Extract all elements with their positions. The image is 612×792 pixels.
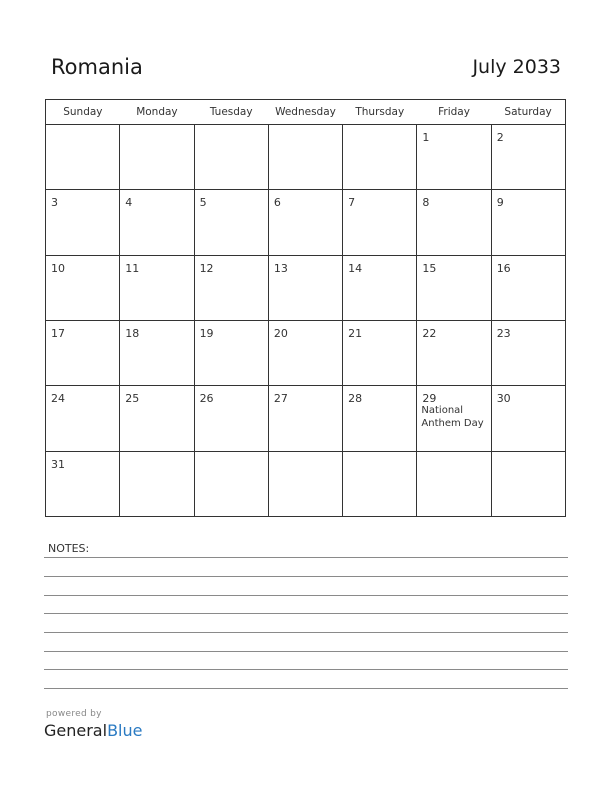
day-cell[interactable] [194, 125, 268, 190]
notes-line [44, 595, 568, 596]
day-number: 6 [273, 196, 281, 210]
week-row [46, 320, 566, 385]
day-number: 18 [125, 326, 140, 340]
weekday-header: Sunday [46, 100, 120, 125]
week-row [46, 386, 566, 451]
day-number: 31 [51, 457, 65, 471]
day-number: 2 [496, 131, 504, 144]
day-cell[interactable] [268, 255, 342, 320]
week-row [46, 190, 566, 255]
day-number: 27 [273, 392, 288, 406]
day-cell[interactable] [194, 451, 268, 516]
day-number: 21 [348, 326, 363, 340]
day-cell[interactable] [194, 190, 268, 255]
week-row [46, 451, 566, 516]
day-number: 13 [273, 261, 288, 275]
weekday-header: Saturday [491, 100, 565, 125]
day-number: 28 [348, 392, 363, 406]
day-cell[interactable] [46, 451, 120, 516]
day-cell[interactable] [268, 320, 342, 385]
day-cell[interactable] [268, 125, 342, 190]
weekday-header: Tuesday [194, 100, 268, 125]
day-number: 3 [51, 196, 58, 210]
day-number: 10 [51, 261, 65, 275]
holiday-event-line: National [421, 405, 464, 417]
powered-by-text: powered by [46, 709, 102, 719]
day-cell[interactable] [491, 320, 565, 385]
day-number: 9 [496, 196, 504, 210]
month-year-title: July 2033 [472, 56, 561, 78]
day-number: 11 [125, 261, 140, 275]
holiday-event-line: Anthem Day [421, 418, 484, 430]
day-cell[interactable] [120, 451, 194, 516]
day-number: 16 [496, 261, 511, 275]
weekday-header: Thursday [343, 100, 417, 125]
week-row [46, 255, 566, 320]
day-cell[interactable] [120, 190, 194, 255]
brand-general: General [44, 721, 108, 740]
day-cell[interactable] [343, 190, 417, 255]
week-row [46, 125, 566, 190]
day-number: 17 [51, 326, 65, 340]
weekday-header: Monday [120, 100, 194, 125]
day-number: 20 [273, 326, 288, 340]
day-cell[interactable] [46, 190, 120, 255]
day-cell[interactable] [343, 386, 417, 451]
notes-line [44, 613, 568, 614]
day-cell[interactable] [120, 255, 194, 320]
day-number: 25 [125, 392, 140, 406]
notes-label: NOTES: [48, 542, 90, 555]
day-cell[interactable] [194, 320, 268, 385]
notes-line [44, 669, 568, 670]
day-cell[interactable] [343, 125, 417, 190]
day-cell[interactable] [417, 190, 491, 255]
day-cell[interactable] [491, 190, 565, 255]
day-cell[interactable] [343, 320, 417, 385]
day-number: 26 [199, 392, 214, 406]
day-cell[interactable] [491, 451, 565, 516]
day-number: 1 [422, 131, 430, 144]
brand-blue: Blue [107, 721, 143, 740]
notes-line [44, 632, 568, 633]
day-number: 15 [422, 261, 437, 275]
day-cell[interactable] [120, 320, 194, 385]
day-cell[interactable] [120, 386, 194, 451]
day-cell[interactable] [417, 451, 491, 516]
day-cell[interactable] [194, 386, 268, 451]
day-number: 7 [348, 196, 356, 210]
day-cell[interactable] [46, 255, 120, 320]
day-cell[interactable] [46, 386, 120, 451]
country-title: Romania [51, 55, 143, 79]
weekday-header: Wednesday [268, 100, 342, 125]
day-number: 24 [51, 392, 65, 406]
notes-line [44, 651, 568, 652]
day-number: 30 [496, 392, 511, 406]
day-cell[interactable] [417, 125, 491, 190]
notes-line [44, 557, 568, 558]
day-cell[interactable] [268, 386, 342, 451]
holiday-event [421, 404, 483, 430]
day-cell[interactable] [268, 451, 342, 516]
day-cell[interactable] [491, 125, 565, 190]
day-number: 5 [199, 196, 207, 210]
day-number: 19 [199, 326, 214, 340]
day-cell[interactable] [268, 190, 342, 255]
notes-line [44, 576, 568, 577]
day-number: 4 [125, 196, 133, 210]
day-cell[interactable] [417, 320, 491, 385]
notes-line [44, 688, 568, 689]
brand-logo[interactable] [44, 721, 142, 740]
day-cell[interactable] [417, 255, 491, 320]
day-number: 29 [422, 392, 437, 406]
day-cell[interactable] [491, 255, 565, 320]
weekday-header-row [46, 100, 566, 125]
day-number: 23 [496, 326, 511, 340]
day-number: 22 [422, 326, 437, 340]
calendar-grid [45, 99, 566, 517]
day-number: 8 [422, 196, 430, 210]
day-cell[interactable] [46, 320, 120, 385]
weekday-header: Friday [417, 100, 491, 125]
day-cell[interactable] [491, 386, 565, 451]
day-number: 14 [348, 261, 363, 275]
day-number: 12 [199, 261, 214, 275]
day-cell[interactable] [417, 386, 491, 451]
day-cell[interactable] [120, 125, 194, 190]
day-cell[interactable] [46, 125, 120, 190]
day-cell[interactable] [343, 451, 417, 516]
day-cell[interactable] [194, 255, 268, 320]
day-cell[interactable] [343, 255, 417, 320]
